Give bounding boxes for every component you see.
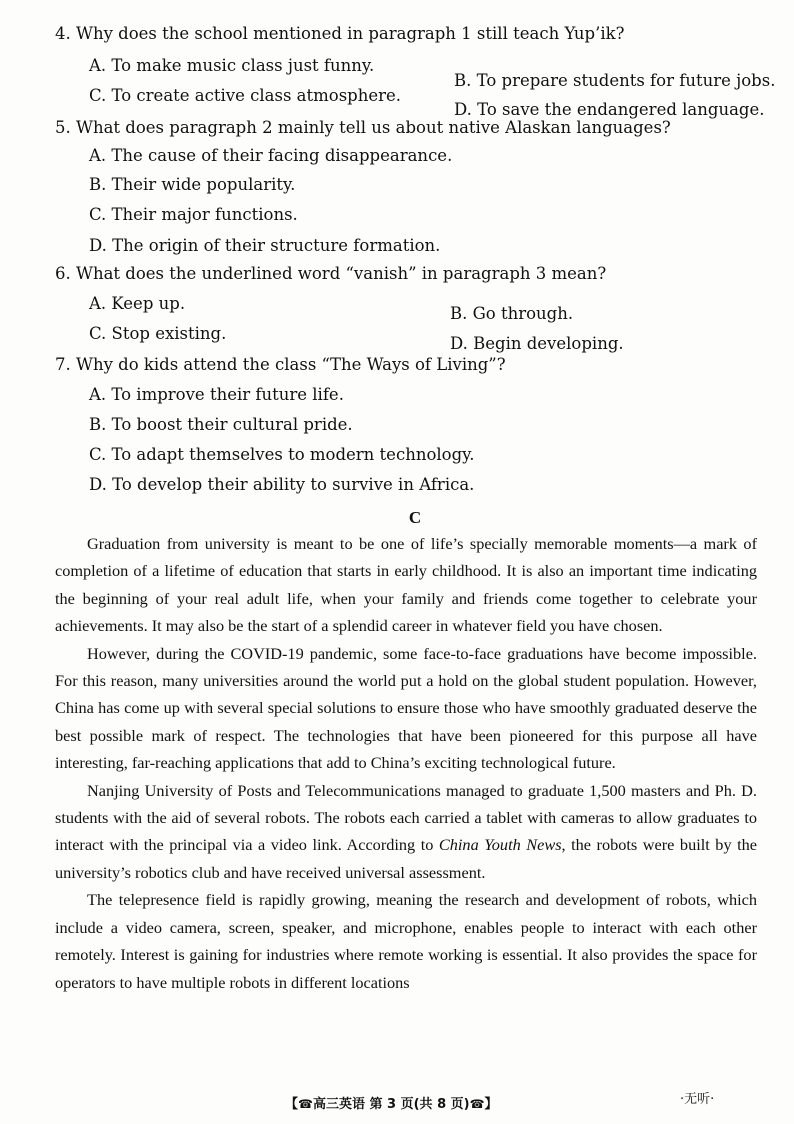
question-6-option-a: A. Keep up. xyxy=(89,294,186,313)
passage-paragraph-1: Graduation from university is meant to be one of life’s specially memorable moments—a mark of completion of a lifetime of education that starts in early childhood. It is also an important time indicating the beginning of your real adult life, when your family and friends come together to celebrate your achievements. It may also be the start of a splendid career in whatever field you have chosen. xyxy=(55,534,757,636)
passage-paragraph-4: The telepresence field is rapidly growing, meaning the research and development of robots, which include a video camera, screen, speaker, and microphone, enables people to interact with each other remotely. Interest is gaining for industries where remote working is essential. It also provides the space for operators to have multiple robots in different locations xyxy=(55,890,757,992)
footer-note: ·无听· xyxy=(680,1092,715,1107)
reading-passage xyxy=(55,530,757,996)
phone-icon: ☎ xyxy=(298,1097,313,1111)
question-7-option-d: D. To develop their ability to survive in Africa. xyxy=(89,475,475,494)
question-5-stem: 5. What does paragraph 2 mainly tell us about native Alaskan languages? xyxy=(55,118,671,137)
question-6-stem: 6. What does the underlined word “vanish” in paragraph 3 mean? xyxy=(55,264,607,283)
question-4-stem: 4. Why does the school mentioned in paragraph 1 still teach Yup’ik? xyxy=(55,24,625,43)
question-4-option-c: C. To create active class atmosphere. xyxy=(89,86,402,105)
footer-page-number: 第 3 页(共 8 页) xyxy=(369,1097,470,1112)
question-4-option-a: A. To make music class just funny. xyxy=(89,56,375,75)
question-5-option-c: C. Their major functions. xyxy=(89,205,298,224)
paragraph-3-text-before: Nanjing University of Posts and Telecommunications managed to graduate 1,500 masters and Ph. D. students with the aid of several robots. The robots each carried a tablet with cameras to allow graduates to interact with the principal via a video link. According to xyxy=(55,780,757,855)
question-4-option-d: D. To save the endangered language. xyxy=(454,100,765,119)
question-6-option-c: C. Stop existing. xyxy=(89,324,227,343)
question-6-option-b: B. Go through. xyxy=(450,304,574,323)
section-heading: C xyxy=(408,508,422,527)
footer-open-bracket: 【 xyxy=(285,1097,299,1112)
newspaper-name: China Youth News xyxy=(438,835,562,855)
phone-icon: ☎ xyxy=(469,1097,485,1111)
passage-paragraph-2: However, during the COVID-19 pandemic, some face-to-face graduations have become impossible. For this reason, many universities around the world put a hold on the global student population. However, China has come up with several special solutions to ensure those who have smoothly graduated deserve the best possible mark of respect. The technologies that have been pioneered for this purpose all have interesting, far-reaching applications that add to China’s exciting technological future. xyxy=(55,643,757,773)
question-7-stem: 7. Why do kids attend the class “The Ways of Living”? xyxy=(55,355,506,374)
question-5-option-b: B. Their wide popularity. xyxy=(89,175,296,194)
footer-course: 高三英语 xyxy=(312,1097,365,1112)
question-5-option-a: A. The cause of their facing disappearance. xyxy=(89,146,453,165)
page-footer xyxy=(285,1093,498,1112)
paragraph-3-text-after: , the robots were built by the university’s robotics club and have received universal assessment. xyxy=(55,835,757,882)
question-4-option-b: B. To prepare students for future jobs. xyxy=(454,71,776,90)
passage-paragraph-3 xyxy=(55,777,757,887)
question-7-option-a: A. To improve their future life. xyxy=(89,385,344,404)
footer-close-bracket: 】 xyxy=(484,1097,498,1112)
question-6-option-d: D. Begin developing. xyxy=(450,334,624,353)
question-5-option-d: D. The origin of their structure formation. xyxy=(89,236,441,255)
question-7-option-c: C. To adapt themselves to modern technology. xyxy=(89,445,475,464)
question-7-option-b: B. To boost their cultural pride. xyxy=(89,415,353,434)
